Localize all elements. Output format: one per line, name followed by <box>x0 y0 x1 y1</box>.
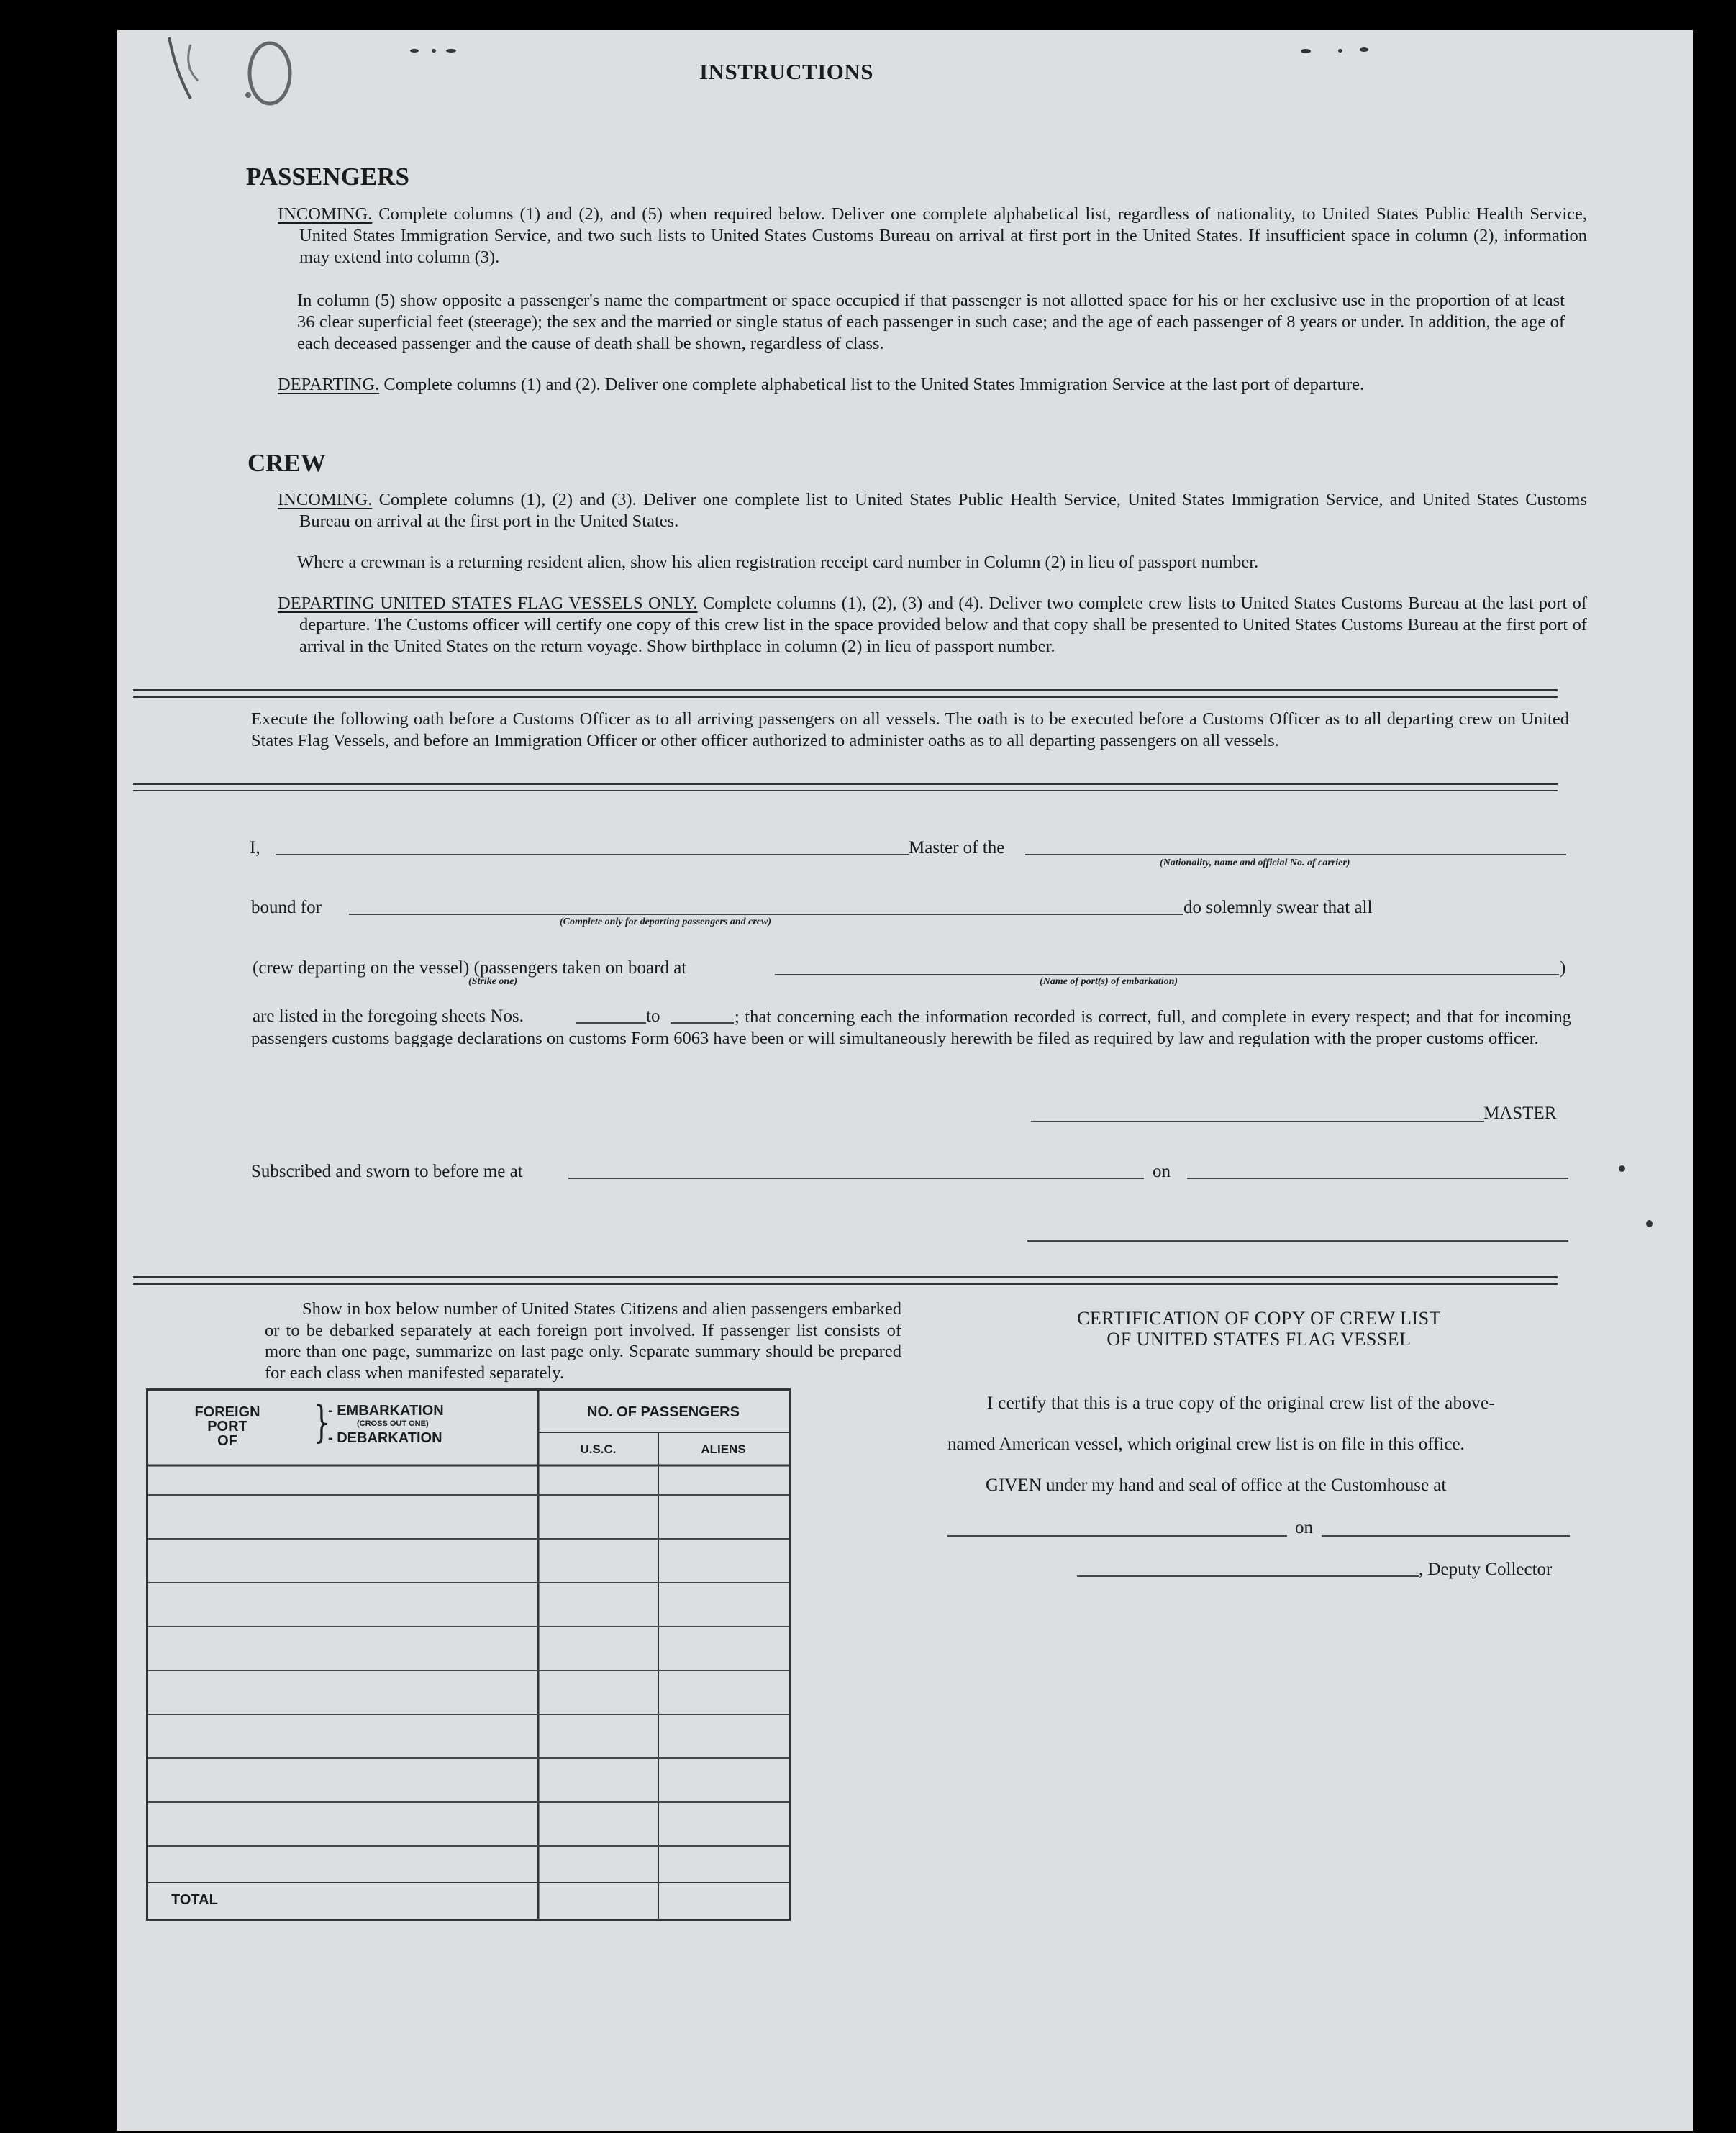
foreign-label: FOREIGN <box>194 1404 260 1420</box>
deputy-collector-label: , Deputy Collector <box>1419 1560 1553 1579</box>
subscribed-label: Subscribed and sworn to before me at <box>251 1162 523 1181</box>
usc-header: U.S.C. <box>580 1442 617 1456</box>
customhouse-field[interactable] <box>947 1535 1287 1537</box>
of-label: OF <box>217 1433 237 1449</box>
passengers-incoming-text: Complete columns (1) and (2), and (5) when required below. Deliver one complete alphabetical list, regardless of nationality, to United States Public Health Service, United States Immigration Service, and two such lists to United States Customs Bureau on arrival at first port in the United States. If insufficient space in column (2), information may extend into column (3). <box>299 204 1587 267</box>
master-of-the-label: Master of the <box>909 838 1005 858</box>
summary-note: Show in box below number of United States Citizens and alien passengers embarked or to be debarked separately at each foreign port involved. If passenger list consists of more than one page, summarize on last page only. Separate summary should be prepared for each class when manifested separately. <box>265 1299 901 1383</box>
table-grid <box>148 1391 789 1919</box>
divider <box>133 783 1558 791</box>
listed-suffix: ; that concerning each the information recorded is correct, full, and complete in every respect; and that for incoming passengers customs baggage declarations on customs Form 6063 have been or will simultaneously herewith be filed as required by law and regulation with the proper customs officer. <box>251 1007 1571 1048</box>
brace-icon: } <box>313 1397 330 1447</box>
crew-heading: CREW <box>247 449 326 477</box>
passengers-incoming-paragraph <box>278 204 1587 268</box>
certification-title-line2: OF UNITED STATES FLAG VESSEL <box>1106 1329 1412 1350</box>
aliens-header: ALIENS <box>701 1442 746 1456</box>
passengers-incoming-label: INCOMING. <box>278 204 373 224</box>
certify-line2: named American vessel, which original crew list is on file in this office. <box>947 1434 1465 1454</box>
oath-i-label: I, <box>250 838 260 858</box>
strike-one-caption: (Strike one) <box>468 976 518 987</box>
certify-line3: GIVEN under my hand and seal of office at the Customhouse at <box>986 1475 1447 1495</box>
ports-caption: (Name of port(s) of embarkation) <box>1040 976 1178 987</box>
no-passengers-header: NO. OF PASSENGERS <box>587 1404 740 1420</box>
to-label: to <box>646 1006 660 1026</box>
passengers-departing-text: Complete columns (1) and (2). Deliver one complete alphabetical list to the United States Immigration Service at the last port of departure. <box>379 375 1365 394</box>
embarkation-label: - EMBARKATION <box>328 1403 444 1419</box>
stamp-mark-icon <box>162 30 299 109</box>
crew-departing-paragraph <box>278 593 1587 658</box>
sworn-place-field[interactable] <box>568 1178 1144 1179</box>
crew-departing-text: Complete columns (1), (2), (3) and (4). Deliver two complete crew lists to United States Customs Bureau at the last port of departure. The Customs officer will certify one copy of this crew list in the space provided below and that copy shall be presented to United States Customs Bureau at the first port of arrival in the United States on the return voyage. Show birthplace in column (2) in lieu of passport number. <box>299 593 1587 656</box>
deputy-collector-signature-field[interactable] <box>1077 1575 1419 1577</box>
carrier-caption: (Nationality, name and official No. of carrier) <box>1160 858 1350 868</box>
page-title: INSTRUCTIONS <box>699 59 874 84</box>
certify-line1: I certify that this is a true copy of the original crew list of the above- <box>987 1393 1496 1413</box>
passengers-departing-label: DEPARTING. <box>278 375 380 394</box>
foreign-port-header <box>184 1405 271 1448</box>
embarkation-ports-field[interactable] <box>775 974 1559 975</box>
debarkation-label: - DEBARKATION <box>328 1430 442 1446</box>
close-paren: ) <box>1560 958 1566 978</box>
certification-title-line1: CERTIFICATION OF COPY OF CREW LIST <box>1077 1308 1441 1329</box>
officer-signature-field[interactable] <box>1027 1240 1568 1242</box>
corner-stamp <box>162 30 299 109</box>
crew-incoming-text: Complete columns (1), (2) and (3). Deliver one complete list to United States Public Health Service, United States Immigration Service, and United States Customs Bureau on arrival at the first port in the United States. <box>299 490 1587 531</box>
bound-for-field[interactable] <box>349 914 1183 915</box>
divider <box>133 1276 1558 1285</box>
bound-for-label: bound for <box>251 898 322 917</box>
divider <box>133 689 1558 698</box>
port-label: PORT <box>207 1419 247 1434</box>
sworn-date-field[interactable] <box>1187 1178 1568 1179</box>
crew-departing-label: (crew departing on the vessel) (passengers taken on board at <box>253 958 687 978</box>
cross-out-label: (CROSS OUT ONE) <box>357 1419 429 1428</box>
certify-date-field[interactable] <box>1322 1535 1570 1537</box>
sworn-on-label: on <box>1153 1162 1171 1181</box>
passengers-heading: PASSENGERS <box>246 163 409 191</box>
master-name-field[interactable] <box>276 854 909 855</box>
crew-departing-label: DEPARTING UNITED STATES FLAG VESSELS ONLY. <box>278 593 698 613</box>
crew-incoming-label: INCOMING. <box>278 490 373 509</box>
total-label: TOTAL <box>171 1892 218 1908</box>
crew-incoming-paragraph <box>278 489 1587 532</box>
master-signature-field[interactable] <box>1031 1121 1484 1122</box>
carrier-field[interactable] <box>1025 854 1566 855</box>
passenger-summary-table <box>146 1388 791 1921</box>
certify-on-label: on <box>1295 1518 1313 1537</box>
bound-caption: (Complete only for departing passengers and crew) <box>560 917 771 927</box>
swear-label: do solemnly swear that all <box>1183 898 1373 917</box>
master-label: MASTER <box>1483 1104 1557 1123</box>
passengers-departing-paragraph <box>278 374 1587 396</box>
certification-title <box>1007 1308 1511 1350</box>
listed-prefix: are listed in the foregoing sheets Nos. <box>253 1006 524 1026</box>
crew-resident-paragraph: Where a crewman is a returning resident alien, show his alien registration receipt card number in Column (2) in lieu of passport number. <box>297 552 1259 572</box>
oath-instructions: Execute the following oath before a Customs Officer as to all arriving passengers on all vessels. The oath is to be executed before a Customs Officer as to all departing crew on United States Flag Vessels, and before an Immigration Officer or other officer authorized to administer oaths as to all departing passengers on all vessels. <box>251 709 1569 750</box>
passengers-column5-paragraph: In column (5) show opposite a passenger's name the compartment or space occupied if that passenger is not allotted space for his or her exclusive use in the proportion of at least 36 clear superficial feet (steerage); the sex and the married or single status of each passenger in such case; and the age of each passenger of 8 years or under. In addition, the age of each deceased passenger and the cause of death shall be shown, regardless of class. <box>297 291 1565 353</box>
